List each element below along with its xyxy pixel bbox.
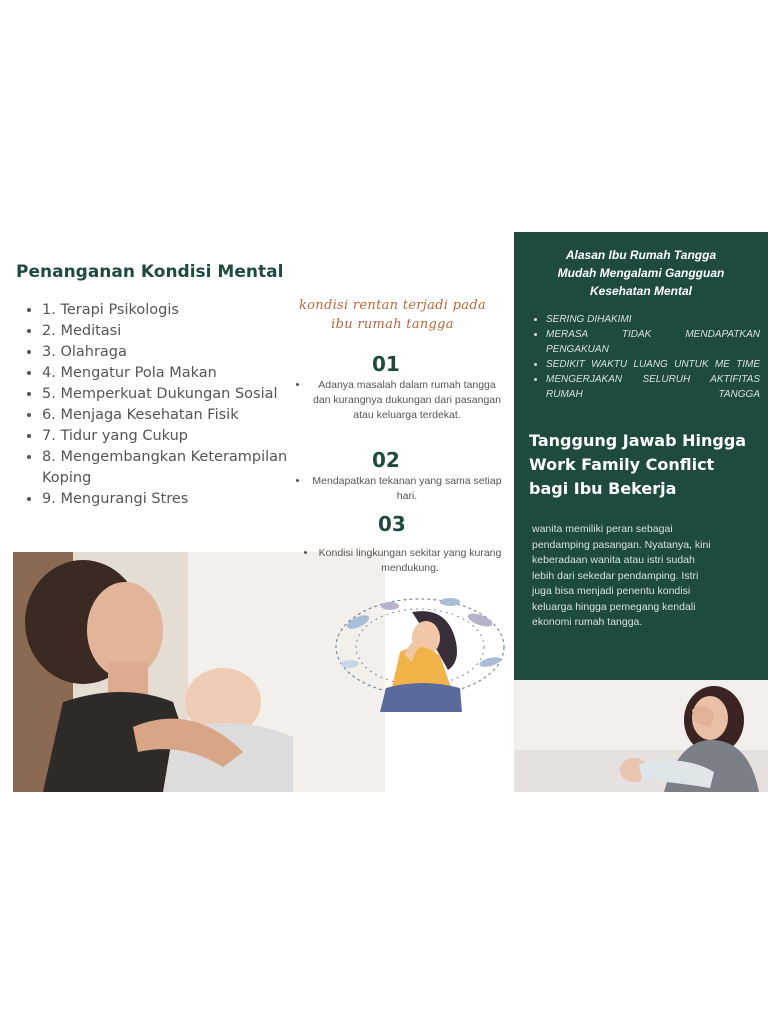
- treatment-item: • 6. Menjaga Kesehatan Fisik: [42, 405, 322, 426]
- item-number: 01: [372, 352, 400, 376]
- reasons-title: [532, 246, 750, 300]
- condition-item: • Kondisi lingkungan sekitar yang kurang mendukung.: [317, 546, 503, 576]
- item-number: 02: [372, 448, 400, 472]
- script-title: [285, 296, 500, 334]
- body-line: keberadaan wanita atau istri sudah: [532, 554, 695, 566]
- heading-line: bagi Ibu Bekerja: [529, 479, 677, 498]
- right-panel: [514, 232, 768, 680]
- body-line: juga bisa menjadi penentu kondisi: [532, 585, 691, 597]
- reason-item: • MENGERJAKAN SELURUH AKTIFITAS RUMAH TANGGA: [546, 372, 760, 402]
- condition-list: [291, 474, 505, 504]
- treatment-item: • 3. Olahraga: [42, 342, 322, 363]
- treatment-item: • 7. Tidur yang Cukup: [42, 426, 322, 447]
- reason-item: • SEDIKIT WAKTU LUANG UNTUK ME TIME: [546, 357, 760, 372]
- work-family-heading: [529, 429, 761, 501]
- treatment-list: [22, 300, 322, 510]
- body-line: wanita memiliki peran sebagai: [532, 523, 673, 535]
- treatment-item: • 2. Meditasi: [42, 321, 322, 342]
- body-line: keluarga hingga pemegang kendali: [532, 600, 696, 613]
- script-title-line: kondisi rentan terjadi pada: [298, 298, 487, 313]
- reason-item: • SERING DIHAKIMI: [546, 312, 760, 327]
- reasons-title-line: Alasan Ibu Rumah Tangga: [565, 248, 717, 262]
- heading-line: Work Family Conflict: [529, 455, 715, 474]
- tired-mother-photo: [514, 680, 768, 792]
- condition-item: • Mendapatkan tekanan yang sama setiap hari.: [309, 474, 505, 504]
- work-family-body: [532, 522, 752, 631]
- script-title-line: ibu rumah tangga: [331, 317, 454, 332]
- reasons-title-line: Kesehatan Mental: [589, 284, 693, 298]
- item-number: 03: [378, 512, 406, 536]
- reasons-title-line: Mudah Mengalami Gangguan: [557, 266, 725, 280]
- stressed-woman-illustration: [330, 592, 510, 717]
- left-title: Penanganan Kondisi Mental: [16, 262, 284, 282]
- reasons-list: [530, 312, 760, 402]
- heading-line: Tanggung Jawab Hingga: [529, 431, 747, 450]
- treatment-item: • 9. Mengurangi Stres: [42, 489, 322, 510]
- condition-list: [299, 546, 503, 576]
- condition-item: • Adanya masalah dalam rumah tangga dan kurangnya dukungan dari pasangan atau keluarga terdekat.: [309, 378, 505, 423]
- body-line: ekonomi rumah tangga.: [532, 616, 643, 628]
- treatment-item: • 4. Mengatur Pola Makan: [42, 363, 322, 384]
- condition-list: [291, 378, 505, 423]
- treatment-item: • 1. Terapi Psikologis: [42, 300, 322, 321]
- treatment-item: • 5. Memperkuat Dukungan Sosial: [42, 384, 322, 405]
- treatment-item: • 8. Mengembangkan Keterampilan Koping: [42, 447, 322, 489]
- body-line: lebih dari sekedar pendamping. Istri: [532, 569, 699, 582]
- body-line: pendamping pasangan. Nyatanya, kini: [532, 538, 711, 551]
- reason-item: • MERASA TIDAK MENDAPATKAN PENGAKUAN: [546, 327, 760, 357]
